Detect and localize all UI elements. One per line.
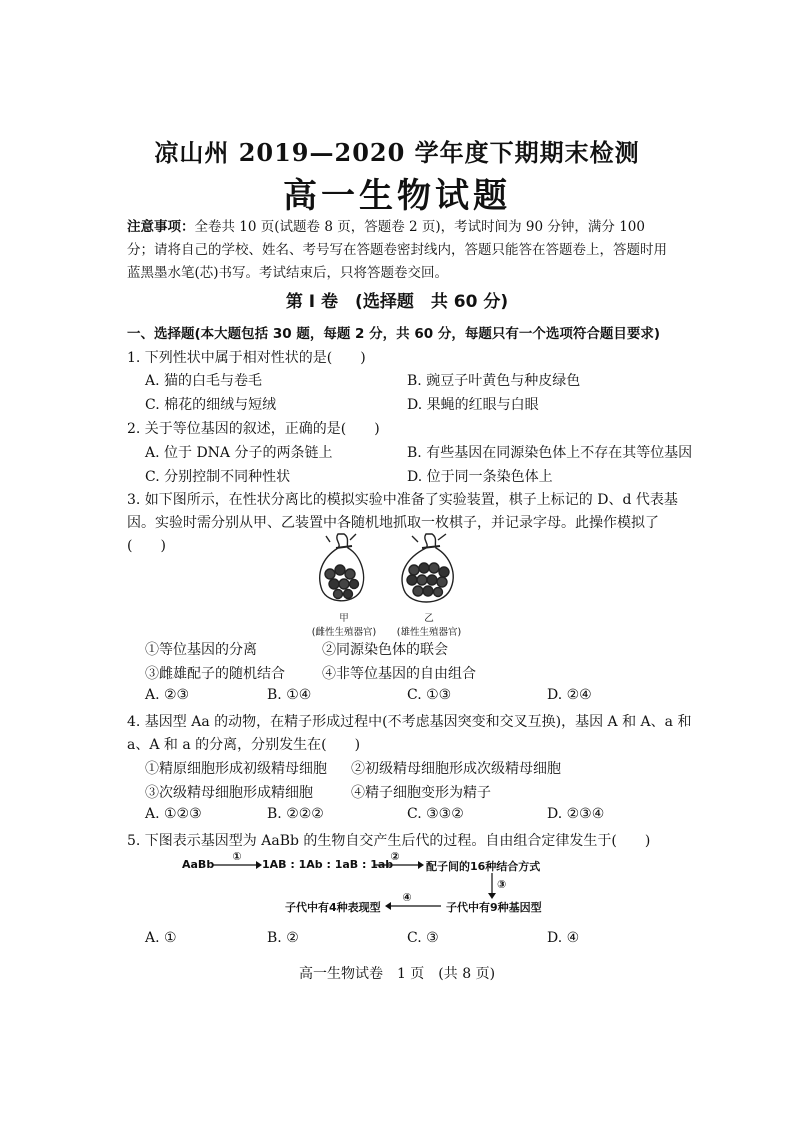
q3-option-c: C. ①③	[407, 687, 452, 703]
flow-step-2: ②	[390, 850, 400, 863]
q2-option-a: A. 位于 DNA 分子的两条链上	[145, 445, 333, 461]
flow-arrow-2-icon	[374, 860, 424, 870]
exam-notes	[127, 216, 672, 285]
notes-label: 注意事项：	[127, 219, 195, 235]
bags-illustration	[308, 530, 468, 610]
question-4-stem: 4. 基因型 Aa 的动物，在精子形成过程中(不考虑基因突变和交叉互换)，基因 A 和 A、a 和 a、A 和 a 的分离，分别发生在( )	[127, 714, 692, 753]
q5-option-d: D. ④	[547, 930, 580, 946]
q4-item-2: ②初级精母细胞形成次级精母细胞	[351, 761, 561, 777]
question-1-stem: 1. 下列性状中属于相对性状的是( )	[127, 350, 366, 366]
bag-jia-label: 甲	[339, 613, 349, 624]
bag-jia-icon	[320, 534, 364, 601]
flow-step-3: ③	[497, 878, 507, 891]
bag-yi-label-group	[390, 610, 468, 638]
flow-combos: 配子间的16种结合方式	[426, 860, 541, 873]
question-5-stem: 5. 下图表示基因型为 AaBb 的生物自交产生后代的过程。自由组合定律发生于( )	[127, 833, 651, 849]
q5-option-a: A. ①	[145, 930, 177, 946]
question-2-stem: 2. 关于等位基因的叙述，正确的是( )	[127, 421, 380, 437]
q4-item-4: ④精子细胞变形为精子	[351, 785, 491, 801]
q4-option-c: C. ③③②	[407, 806, 464, 822]
flow-gametes: 1AB : 1Ab : 1aB : 1ab	[262, 858, 394, 871]
flow-phenotypes: 子代中有4种表现型	[285, 901, 381, 914]
flow-arrow-4-icon	[385, 901, 441, 911]
section-instruction: 一、选择题(本大题包括 30 题，每题 2 分，共 60 分，每题只有一个选项符合题目要求)	[127, 326, 661, 342]
q4-item-1: ①精原细胞形成初级精母细胞	[145, 761, 327, 777]
question-3-stem: 3. 如下图所示，在性状分离比的模拟实验中准备了实验装置，棋子上标记的 D、d 代表基因。实验时需分别从甲、乙装置中各随机地抓取一枚棋子，并记录字母。此操作模拟了( )	[127, 492, 678, 554]
flow-genotypes: 子代中有9种基因型	[446, 901, 542, 914]
q3-item-1: ①等位基因的分离	[145, 642, 257, 658]
q3-option-a: A. ②③	[145, 687, 190, 703]
q5-option-c: C. ③	[407, 930, 439, 946]
q1-option-b: B. 豌豆子叶黄色与种皮绿色	[407, 373, 581, 389]
exam-title: 凉山州 2019—2020 学年度下期期末检测	[154, 138, 640, 167]
flow-start: AaBb	[182, 858, 215, 871]
q4-option-d: D. ②③④	[547, 806, 605, 822]
bag-jia-caption: (雌性生殖器官)	[311, 627, 377, 638]
section-title: 第 Ⅰ 卷 (选择题 共 60 分)	[285, 292, 509, 312]
q1-option-c: C. 棉花的细绒与短绒	[145, 397, 277, 413]
subject-title: 高一生物试题	[283, 176, 511, 216]
q2-option-d: D. 位于同一条染色体上	[407, 469, 553, 485]
q3-item-3: ③雌雄配子的随机结合	[145, 666, 285, 682]
q4-option-a: A. ①②③	[145, 806, 202, 822]
bag-yi-icon	[402, 534, 453, 602]
flow-step-1: ①	[232, 850, 242, 863]
flow-step-4: ④	[402, 891, 412, 904]
q3-item-4: ④非等位基因的自由组合	[322, 666, 476, 682]
q2-option-b: B. 有些基因在同源染色体上不存在其等位基因	[407, 445, 693, 461]
bag-yi-caption: (雄性生殖器官)	[396, 627, 462, 638]
q4-option-b: B. ②②②	[267, 806, 324, 822]
q3-figure	[308, 530, 468, 638]
bag-yi-label: 乙	[424, 613, 434, 624]
q3-option-d: D. ②④	[547, 687, 592, 703]
q3-item-2: ②同源染色体的联会	[322, 642, 448, 658]
notes-text: 全卷共 10 页(试题卷 8 页，答题卷 2 页)，考试时间为 90 分钟，满分 100 分；请将自己的学校、姓名、考号写在答题卷密封线内，答题只能答在答题卷上，答题时用蓝黑墨水笔(芯)书写。考试结束后，只将答题卷交回。	[127, 219, 667, 281]
bag-jia-label-group	[308, 610, 380, 638]
page-footer: 高一生物试卷 1 页 (共 8 页)	[298, 966, 496, 982]
flow-arrow-1-icon	[212, 860, 262, 870]
q1-option-d: D. 果蝇的红眼与白眼	[407, 397, 539, 413]
q1-option-a: A. 猫的白毛与卷毛	[145, 373, 263, 389]
q4-item-3: ③次级精母细胞形成精细胞	[145, 785, 313, 801]
q3-option-b: B. ①④	[267, 687, 312, 703]
q5-option-b: B. ②	[267, 930, 299, 946]
q2-option-c: C. 分别控制不同种性状	[145, 469, 291, 485]
flow-arrow-3-icon	[487, 873, 497, 899]
